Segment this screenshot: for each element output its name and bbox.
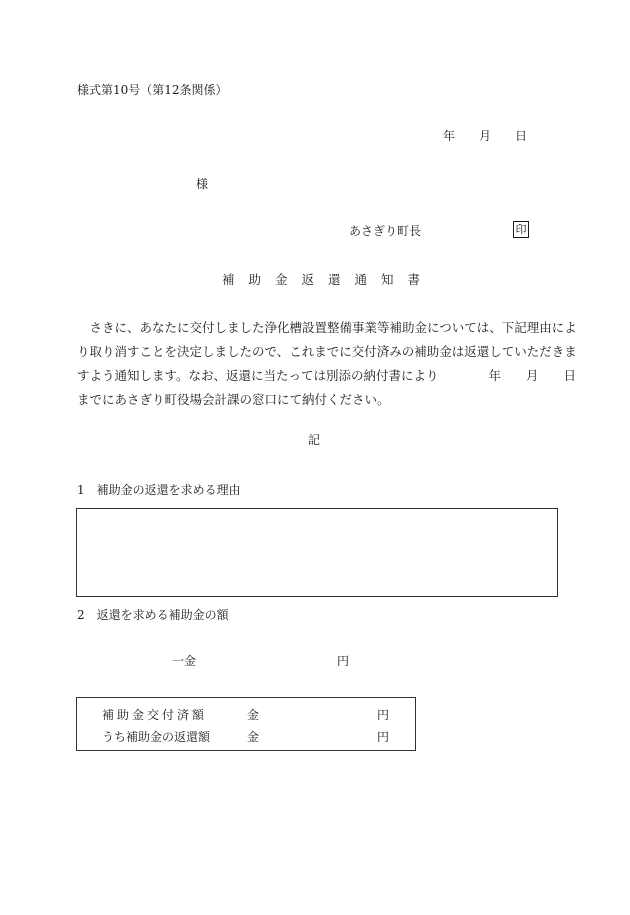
issuer-name: あさぎり町長 bbox=[349, 224, 422, 238]
date-month: 月 bbox=[479, 129, 492, 143]
amount-row-yen: 円 bbox=[377, 708, 390, 722]
date-year: 年 bbox=[443, 129, 456, 143]
section-reason-heading: 1 補助金の返還を求める理由 bbox=[77, 483, 241, 497]
amount-row-label: 補助金交付済額 bbox=[102, 708, 208, 722]
date-day: 日 bbox=[515, 129, 528, 143]
notice-body bbox=[77, 316, 577, 412]
amount-row-yen: 円 bbox=[377, 730, 390, 744]
amount-table bbox=[76, 697, 416, 751]
ki-heading: 記 bbox=[308, 433, 321, 447]
issue-date bbox=[443, 130, 527, 142]
document-title: 補助金返還通知書 bbox=[222, 272, 435, 287]
addressee-suffix: 様 bbox=[196, 177, 209, 191]
body-line: さきに、あなたに交付しました浄化槽設置整備事業等補助金については、下記理由によ bbox=[77, 320, 577, 335]
amount-row-label: うち補助金の返還額 bbox=[102, 730, 211, 744]
amount-row-kin: 金 bbox=[247, 730, 260, 744]
seal-mark: 印 bbox=[513, 221, 529, 238]
ikkin-yen-label: 円 bbox=[337, 654, 350, 668]
body-line: までにあさぎり町役場会計課の窓口にて納付ください。 bbox=[77, 392, 390, 407]
amount-row-refund bbox=[77, 728, 415, 748]
amount-row-kin: 金 bbox=[247, 708, 260, 722]
ikkin-label: 一金 bbox=[172, 654, 197, 668]
reason-box[interactable] bbox=[76, 508, 558, 597]
amount-row-granted bbox=[77, 706, 415, 726]
form-number: 様式第10号（第12条関係） bbox=[77, 83, 228, 97]
body-line: すよう通知します。なお、返還に当たっては別添の納付書により 年 月 日 bbox=[77, 368, 577, 383]
section-amount-heading: 2 返還を求める補助金の額 bbox=[77, 608, 229, 622]
body-line: り取り消すことを決定しましたので、これまでに交付済みの補助金は返還していただきま bbox=[77, 344, 577, 359]
